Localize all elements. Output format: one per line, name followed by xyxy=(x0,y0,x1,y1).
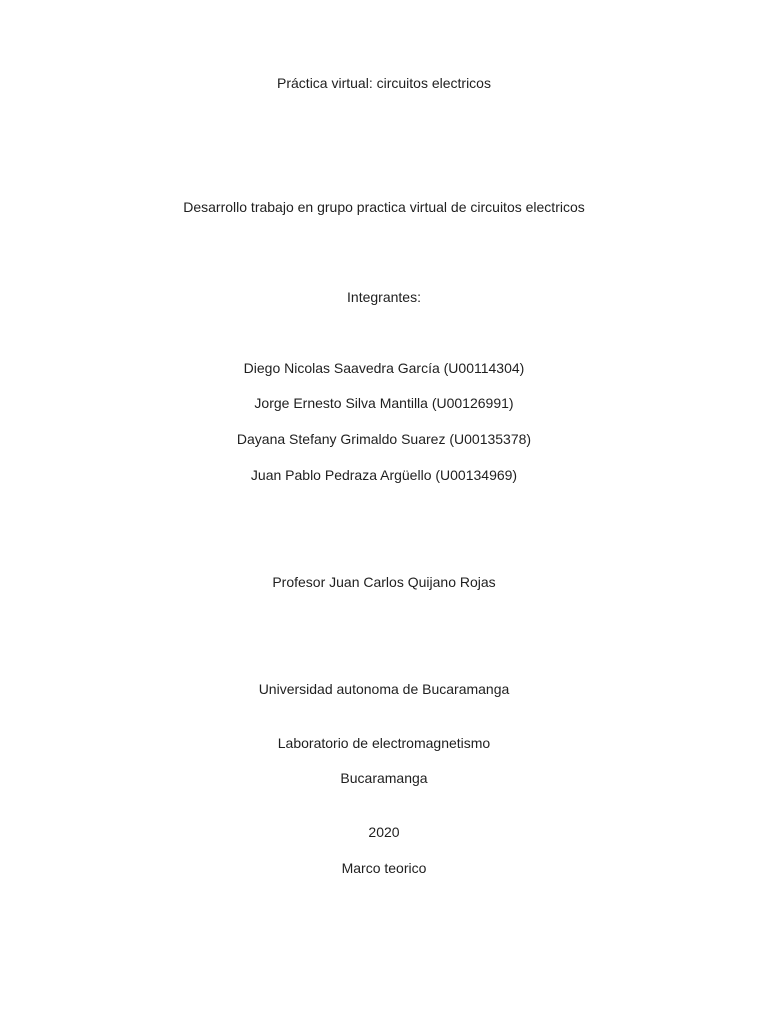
member-name: Juan Pablo Pedraza Argüello (U00134969) xyxy=(250,467,518,483)
city-name: Bucaramanga xyxy=(340,770,428,786)
member-name: Dayana Stefany Grimaldo Suarez (U00135378) xyxy=(236,431,532,447)
member-name: Jorge Ernesto Silva Mantilla (U00126991) xyxy=(254,395,514,411)
year: 2020 xyxy=(368,824,400,840)
document-title: Práctica virtual: circuitos electricos xyxy=(277,75,491,91)
document-subtitle: Desarrollo trabajo en grupo practica virtual de circuitos electricos xyxy=(183,199,585,215)
professor-name: Profesor Juan Carlos Quijano Rojas xyxy=(272,574,496,590)
university-name: Universidad autonoma de Bucaramanga xyxy=(258,681,510,697)
lab-name: Laboratorio de electromagnetismo xyxy=(277,735,491,751)
section-heading: Marco teorico xyxy=(341,860,427,876)
member-name: Diego Nicolas Saavedra García (U00114304) xyxy=(243,360,525,376)
members-heading: Integrantes: xyxy=(347,289,421,305)
